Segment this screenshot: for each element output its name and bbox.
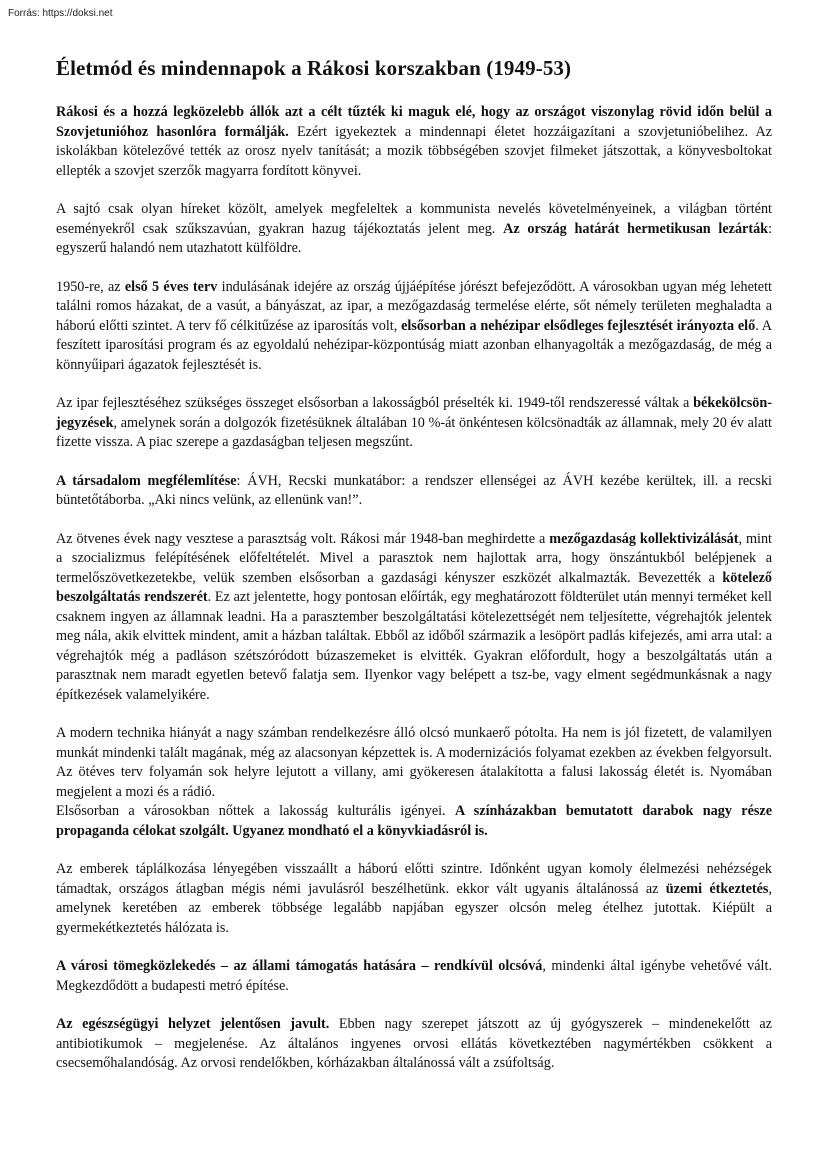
source-label: Forrás: https://doksi.net [8,8,113,19]
bold-span: Az ország határát hermetikusan lezárták [503,220,769,237]
paragraph-6 [56,530,772,706]
paragraph-7 [56,724,772,802]
page-title: Életmód és mindennapok a Rákosi korszakban (1949-53) [56,56,572,80]
document-page [56,56,772,1093]
text-span: Elsősorban a városokban nőttek a lakosság kulturális igényei. [56,803,455,819]
text-span: : egyszerű halandó nem utazhatott külföldre. [56,220,773,256]
paragraph-11 [56,1015,772,1074]
text-span: indulásának idejére az ország újjáépítése jórészt befejeződött. A városokban ugyan még lehetett találni romos házakat, de a vasút, a bányászat, az ipar, a mezőgazdaság termelése elérte, sőt némely területen meghaladta a háború előtti szintet. A terv fő célkitűzése az iparosítás volt, [56,278,772,334]
bold-span: üzemi étkeztetés [665,880,769,897]
text-span: A sajtó csak olyan híreket közölt, amelyek megfeleltek a kommunista nevelés követelményeinek, a világban történt eseményekről csak szűkszavúan, gyakran hazug tájékoztatás jelent meg. [56,201,772,237]
bold-span: A városi tömegközlekedés – az állami támogatás hatására – rendkívül olcsóvá [56,958,543,974]
text-span: . A feszített iparosítási program és az egyoldalú nehézipar-központúság miatt azonban elhanyagolták a mezőgazdaság, de még a könnyűipari ágazatok fejlesztését is. [56,317,773,373]
bold-span: elsősorban a nehézipar elsődleges fejlesztését irányozta elő [401,317,756,334]
paragraph-8 [56,802,772,841]
paragraph-9 [56,860,772,938]
bold-span: A színházakban bemutatott darabok nagy része propaganda célokat szolgált. Ugyanez mondható el a könyvkiadásról is. [56,803,772,839]
text-span: Az ötvenes évek nagy vesztese a parasztság volt. Rákosi már 1948-ban meghirdette a [56,530,550,547]
text-span: Az ipar fejlesztéséhez szükséges összeget elsősorban a lakosságból préselték ki. 1949-től rendszeressé váltak a [56,395,694,411]
text-span: 1950-re, az [56,278,125,295]
bold-span: A társadalom megfélemlítése [56,472,237,489]
bold-span: békekölcsön-jegyzések [56,395,772,431]
text-span: Ezért igyekeztek a mindennapi életet hozzáigazítani a szovjetunióbelihez. Az iskolákban kötelezővé tették az orosz nyelv tanítását; a mozik többségében szovjet filmeket játszottak, a könyvesboltokat ellepték a szovjet szerzők magyarra fordított könyvei. [56,123,772,179]
bold-span: mezőgazdaság kollektivizálását [549,530,739,547]
bold-span: Rákosi és a hozzá legközelebb állók azt a célt tűzték ki maguk elé, hogy az országot viszonylag rövid időn belül a Szovjetunióhoz hasonlóra formálják. [56,104,772,140]
bold-span: kötelező beszolgáltatás rendszerét [56,569,772,605]
text-span: , amelynek során a dolgozók fizetésüknek általában 10 %-át önkéntesen kölcsönadták az államnak, mely 20 év alatt fizette vissza. A piac szerepe a gazdaságban teljesen megszűnt. [56,414,772,450]
text-span: . Ez azt jelentette, hogy pontosan előírták, egy meghatározott földterület után mennyi terméket kell csaknem ingyen az államnak leadni. Ha a parasztember beszolgáltatási kötelezettségét nem teljesítette, végrehajtók jelentek meg nála, akik elvittek mindent, amit a házban találtak. Ebből az időből származik a lesöpört padlás kifejezés, ami arra utal: a végrehajtók még a padláson szétszóródott búzaszemeket is elvitték. Gyakran előfordult, hogy a beszolgáltatás után a parasztnak nem maradt egyetlen betevő falatja sem. Ilyenkor vagy belépett a tsz-be, vagy elment segédmunkásnak a nagy építkezések valamelyikére. [56,589,772,703]
text-span: A modern technika hiányát a nagy számban rendelkezésre álló olcsó munkaerő pótolta. Ha nem is jól fizetett, de valamilyen munkát mindenki talált magának, még az alacsonyan képzettek is. A modernizációs folyamat ezekben az években felgyorsult. Az ötéves terv folyamán sok helyre lejutott a villany, ami gyökeresen átalakította a falusi lakosság életét is. Nyomában megjelent a mozi és a rádió. [56,725,772,800]
bold-span: első 5 éves terv [124,278,218,295]
paragraph-10 [56,957,772,996]
text-span: , mindenki által igénybe vehetővé vált. Megkezdődött a budapesti metró építése. [56,958,772,994]
text-span: Ebben nagy szerepet játszott az új gyógyszerek – mindenekelőtt az antibiotikumok – megjelenése. Az általános ingyenes orvosi ellátás következtében nagymértékben csökkent a csecsemőhalandóság. Az orvosi rendelőkben, kórházakban általánossá vált a zsúfoltság. [56,1016,772,1071]
text-span: , mint a szocializmus felépítésének előfeltételét. Mivel a parasztok nem hajlottak arra, hogy önszántukból belépjenek a termelőszövetkezetekbe, velük szemben elsősorban a gazdasági kényszer eszközét alkalmazták. Bevezették a [56,530,772,586]
paragraph-2 [56,200,772,259]
bold-span: Az egészségügyi helyzet jelentősen javult. [56,1016,330,1032]
paragraph-3 [56,278,772,376]
paragraph-1 [56,103,772,181]
text-span: : ÁVH, Recski munkatábor: a rendszer ellenségei az ÁVH kezébe kerültek, ill. a recski büntetőtáborba. „Aki nincs velünk, az ellenünk van!”. [56,472,772,508]
text-span: Az emberek táplálkozása lényegében visszaállt a háború előtti szintre. Időnként ugyan komoly élelmezési nehézségek támadtak, országos átlagban mégis némi javulásról beszélhetünk. ekkor vált ugyanis általánossá az [56,861,772,897]
text-span: , amelynek keretében az emberek többsége legalább napjában egyszer olcsón meleg ételhez jutottak. Kiépült a gyermekétkeztetés hálózata is. [56,880,772,936]
paragraph-5 [56,472,772,511]
paragraph-4 [56,394,772,453]
